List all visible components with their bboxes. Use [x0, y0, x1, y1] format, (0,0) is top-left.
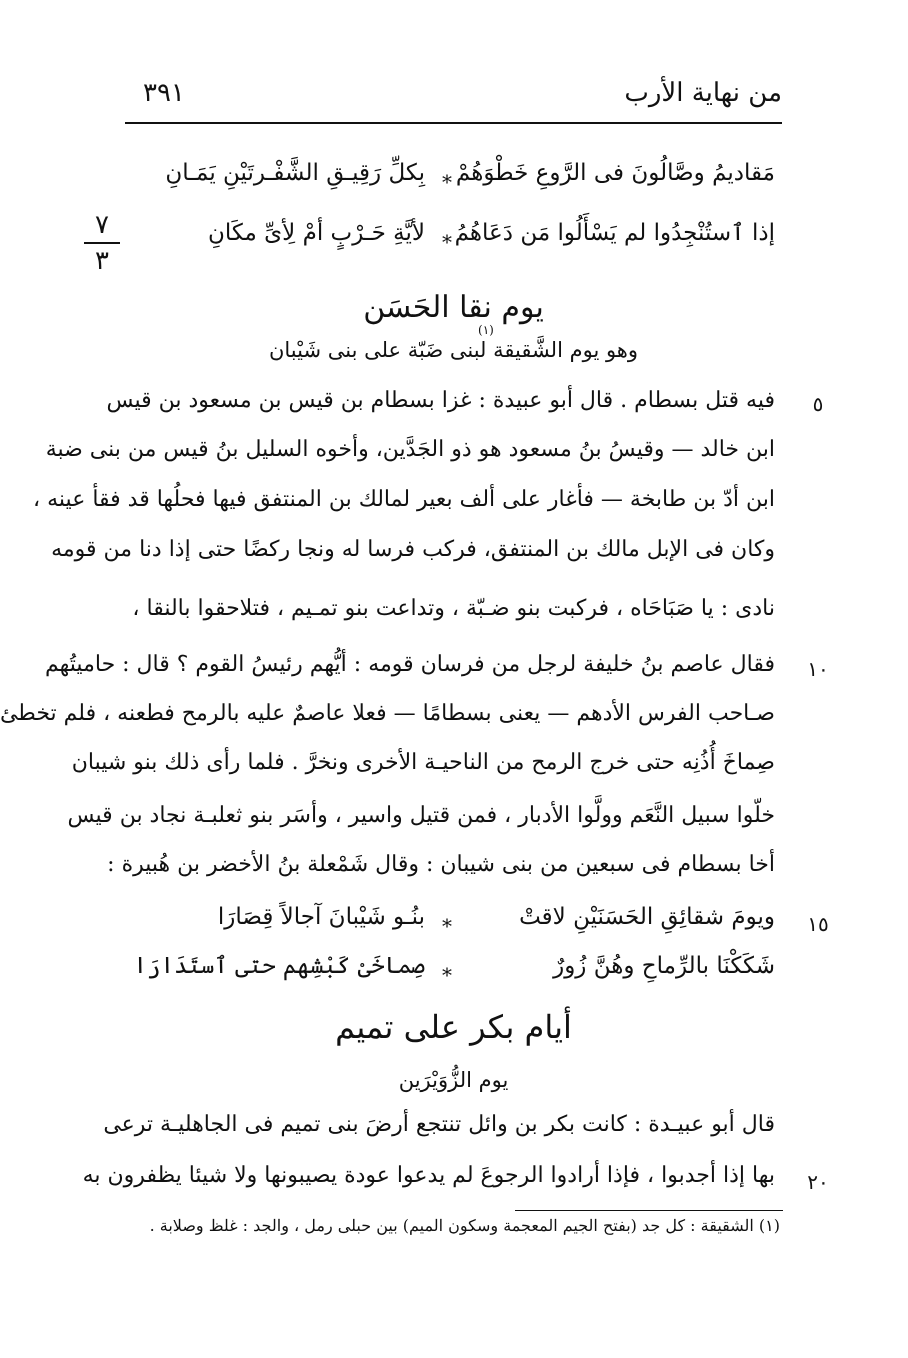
verse-second-hemistich: بِكلِّ رَقِيـقِ الشَّفْـرتَيْنِ يَمَـانِ [165, 160, 425, 186]
paragraph-line: ابن أدّ بن طابخة — فأغار على ألف بعير لمالك بن المنتفق فيها فحلُها قد فقأ عينه ، [33, 487, 775, 512]
verse-line [150, 904, 775, 948]
verse-first-hemistich: مَقاديمُ وصَّالُونَ فى الرَّوعِ خَطْوَهُمْ [455, 160, 775, 186]
paragraph-line: نادى : يا صَبَاحَاه ، فركبت بنو ضـبّة ، وتداعت بنو تمـيم ، فتلاحقوا بالنقا ، [132, 596, 775, 621]
running-header [125, 78, 782, 120]
margin-fraction [84, 212, 120, 274]
line-number: ١٥ [807, 912, 829, 936]
section-subtitle: وهو يوم الشَّقيقة لبنى ضَبّة على بنى شَيْبان [268, 338, 639, 362]
verse-line [133, 953, 775, 997]
fraction-numerator: ٧ [95, 210, 109, 240]
header-rule [125, 122, 782, 124]
line-number: ٥ [812, 392, 824, 416]
verse-line [150, 160, 775, 204]
verse-separator: * [442, 914, 452, 938]
verse-first-hemistich: ويومَ شقائِقِ الحَسَنَيْنِ لاقتْ [519, 904, 775, 930]
verse-second-hemistich: بنُـو شَيْبانَ آجالاً قِصَارَا [217, 904, 425, 930]
fraction-bar [84, 242, 120, 244]
section-title: أيام بكر على تميم [335, 1008, 572, 1046]
line-number: ٢٠ [807, 1170, 829, 1194]
fraction-denominator: ٣ [95, 246, 109, 276]
paragraph-line: بها إذا أجدبوا ، فإذا أرادوا الرجوعَ لم يدعوا عودة يصيبونها ولا شيئا يظفرون به [82, 1163, 775, 1188]
paragraph-line: فيه قتل بسطام . قال أبو عبيدة : غزا بسطام بن قيس بن مسعود بن قيس [106, 388, 775, 413]
verse-first-hemistich: شَكَكْنَا بالرِّماحِ وهُنَّ زُورٌ [553, 953, 775, 979]
verse-second-hemistich: صِماخَىْ كَبْشِهم حتى ٱستَدَارَا [133, 953, 425, 979]
page-number: ٣٩١ [143, 78, 185, 108]
paragraph-line: أخا بسطام فى سبعين من بنى شيبان : وقال شَمْعلة بنُ الأخضر بن هُبيرة : [107, 852, 775, 877]
paragraph-line: خلّوا سبيل النَّعَم وولَّوا الأدبار ، فمن قتيل واسير ، وأسَر بنو ثعلبـة نجاد بن قيس [67, 803, 775, 828]
verse-separator: * [442, 170, 452, 194]
header-title: من نهاية الأرب [624, 78, 782, 108]
verse-second-hemistich: لأيَّةِ حَـرْبٍ أمْ لِأىِّ مكَانِ [207, 220, 425, 246]
paragraph-line: صـاحب الفرس الأدهم — يعنى بسطامًا — فعلا عاصمٌ عليه بالرمح فطعنه ، فلم تخطئ [0, 701, 775, 726]
verse-line [150, 220, 775, 264]
footnote: (١) الشقيقة : كل جد (بفتح الجيم المعجمة وسكون الميم) بين حبلى رمل ، والجد : غلظ وصلابة . [149, 1216, 780, 1235]
section-subtitle: يوم الزُّوَيْرَين [398, 1068, 509, 1092]
footnote-rule [515, 1210, 783, 1211]
verse-separator: * [442, 230, 452, 254]
paragraph-line: صِماخَ أُذُنِه حتى خرج الرمح من الناحيـة الأخرى ونخرَّ . فلما رأى ذلك بنو شيبان [71, 750, 775, 775]
paragraph-line: ابن خالد — وقيسُ بنُ مسعود هو ذو الجَدَّين، وأخوه السليل بنُ قيس من بنى ضبة [45, 437, 775, 462]
footnote-reference: (١) [478, 323, 494, 337]
paragraph-line: وكان فى الإبل مالك بن المنتفق، فركب فرسا له ونجا ركضًا حتى إذا دنا من قومه [51, 537, 775, 562]
paragraph-line: فقال عاصم بنُ خليفة لرجل من فرسان قومه : أيُّهم رئيسُ القوم ؟ قال : حاميتُهم [45, 652, 775, 677]
paragraph-line: قال أبو عبيـدة : كانت بكر بن وائل تنتجع أرضَ بنى تميم فى الجاهليـة ترعى [103, 1112, 775, 1137]
section-title: يوم نقا الحَسَن [363, 290, 544, 325]
verse-first-hemistich: إذا ٱستُنْجِدُوا لم يَسْأَلُوا مَن دَعَاهُمُ [454, 220, 775, 246]
line-number: ١٠ [807, 657, 829, 681]
verse-separator: * [442, 963, 452, 987]
